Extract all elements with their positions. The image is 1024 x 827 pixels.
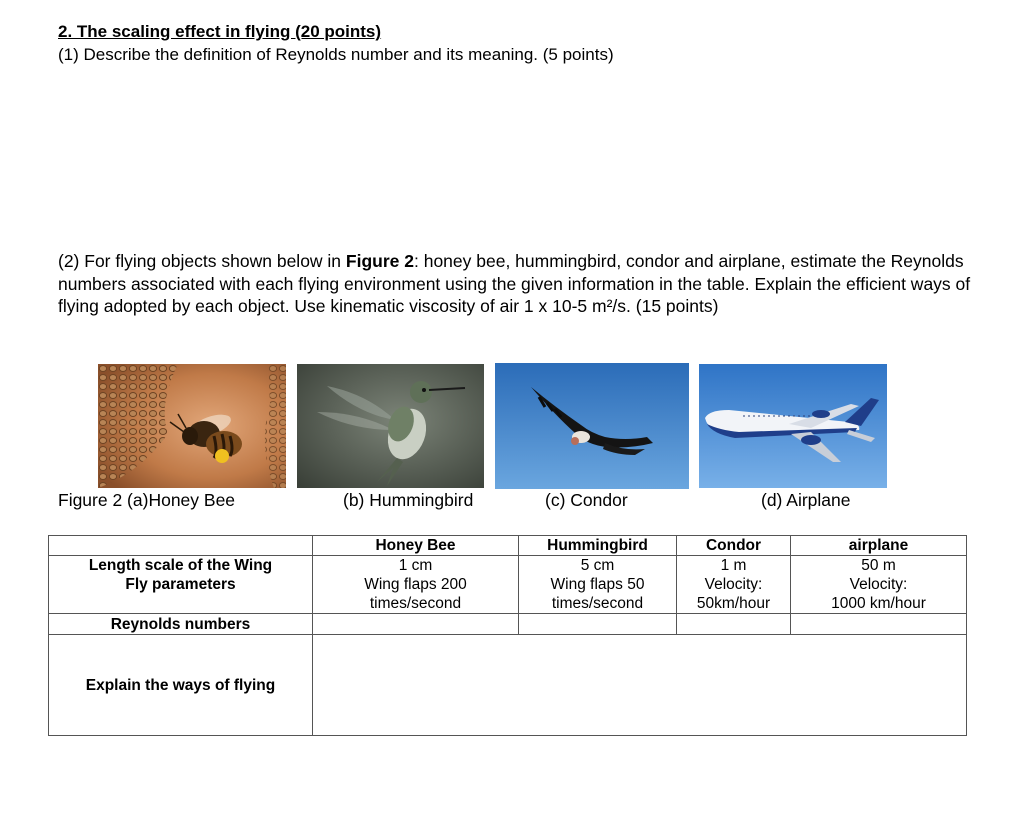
cell-airplane-param-1: Velocity: bbox=[849, 576, 908, 593]
cell-hummingbird-reynolds bbox=[519, 614, 677, 635]
cell-explain-answer bbox=[313, 635, 967, 736]
header-hummingbird: Hummingbird bbox=[519, 536, 677, 556]
caption-honey-bee: Figure 2 (a)Honey Bee bbox=[58, 490, 236, 510]
row-label-explain: Explain the ways of flying bbox=[49, 635, 313, 736]
row-label-fly-text: Fly parameters bbox=[125, 576, 236, 593]
cell-condor-param-1: Velocity: bbox=[704, 576, 763, 593]
table-row-length bbox=[49, 556, 967, 614]
cell-condor-reynolds bbox=[677, 614, 791, 635]
cell-airplane-param-2: 1000 km/hour bbox=[831, 595, 926, 612]
header-condor: Condor bbox=[677, 536, 791, 556]
header-airplane: airplane bbox=[791, 536, 967, 556]
question-2 bbox=[58, 250, 1008, 318]
condor-photo bbox=[495, 363, 689, 489]
cell-airplane-length: 50 m bbox=[861, 557, 896, 574]
cell-honey-bee-length: 1 cm bbox=[398, 557, 433, 574]
caption-airplane: (d) Airplane bbox=[761, 490, 851, 510]
row-label-length-text: Length scale of the Wing bbox=[88, 557, 273, 574]
cell-honey-bee-param-2: times/second bbox=[369, 595, 462, 612]
cell-hummingbird-params bbox=[519, 556, 677, 614]
row-label-length bbox=[49, 556, 313, 614]
cell-hummingbird-param-2: times/second bbox=[551, 595, 644, 612]
table-header-row bbox=[49, 536, 967, 556]
question-1: (1) Describe the definition of Reynolds number and its meaning. (5 points) bbox=[58, 45, 614, 64]
question-2-figure-ref: Figure 2 bbox=[345, 251, 414, 271]
hummingbird-photo bbox=[297, 364, 484, 488]
cell-condor-length: 1 m bbox=[720, 557, 747, 574]
row-label-reynolds: Reynolds numbers bbox=[49, 614, 313, 635]
cell-honey-bee-param-1: Wing flaps 200 bbox=[364, 576, 467, 593]
caption-condor: (c) Condor bbox=[545, 490, 628, 510]
section-heading: 2. The scaling effect in flying (20 points) bbox=[58, 22, 382, 41]
cell-airplane-params bbox=[791, 556, 967, 614]
cell-hummingbird-length: 5 cm bbox=[580, 557, 615, 574]
airplane-photo bbox=[699, 364, 887, 488]
caption-hummingbird: (b) Hummingbird bbox=[343, 490, 474, 510]
cell-honey-bee-reynolds bbox=[313, 614, 519, 635]
honey-bee-photo bbox=[98, 364, 286, 488]
table-row-explain bbox=[49, 635, 967, 736]
question-2-pre: (2) For flying objects shown below in bbox=[58, 251, 346, 271]
header-honey-bee: Honey Bee bbox=[313, 536, 519, 556]
cell-airplane-reynolds bbox=[791, 614, 967, 635]
cell-condor-params bbox=[677, 556, 791, 614]
table-row-reynolds bbox=[49, 614, 967, 635]
cell-honey-bee-params bbox=[313, 556, 519, 614]
cell-condor-param-2: 50km/hour bbox=[696, 595, 771, 612]
reynolds-table bbox=[48, 535, 967, 736]
cell-hummingbird-param-1: Wing flaps 50 bbox=[550, 576, 645, 593]
table-corner-cell bbox=[49, 536, 313, 556]
question-2-post: : honey bee, hummingbird, condor and airplane, estimate the Reynolds numbers associated with each flying environment using the given information in the table. Explain the efficient ways of flying adopted by each object. Use kinematic viscosity of air 1 x 10-5 m²/s. (15 points) bbox=[58, 251, 971, 316]
